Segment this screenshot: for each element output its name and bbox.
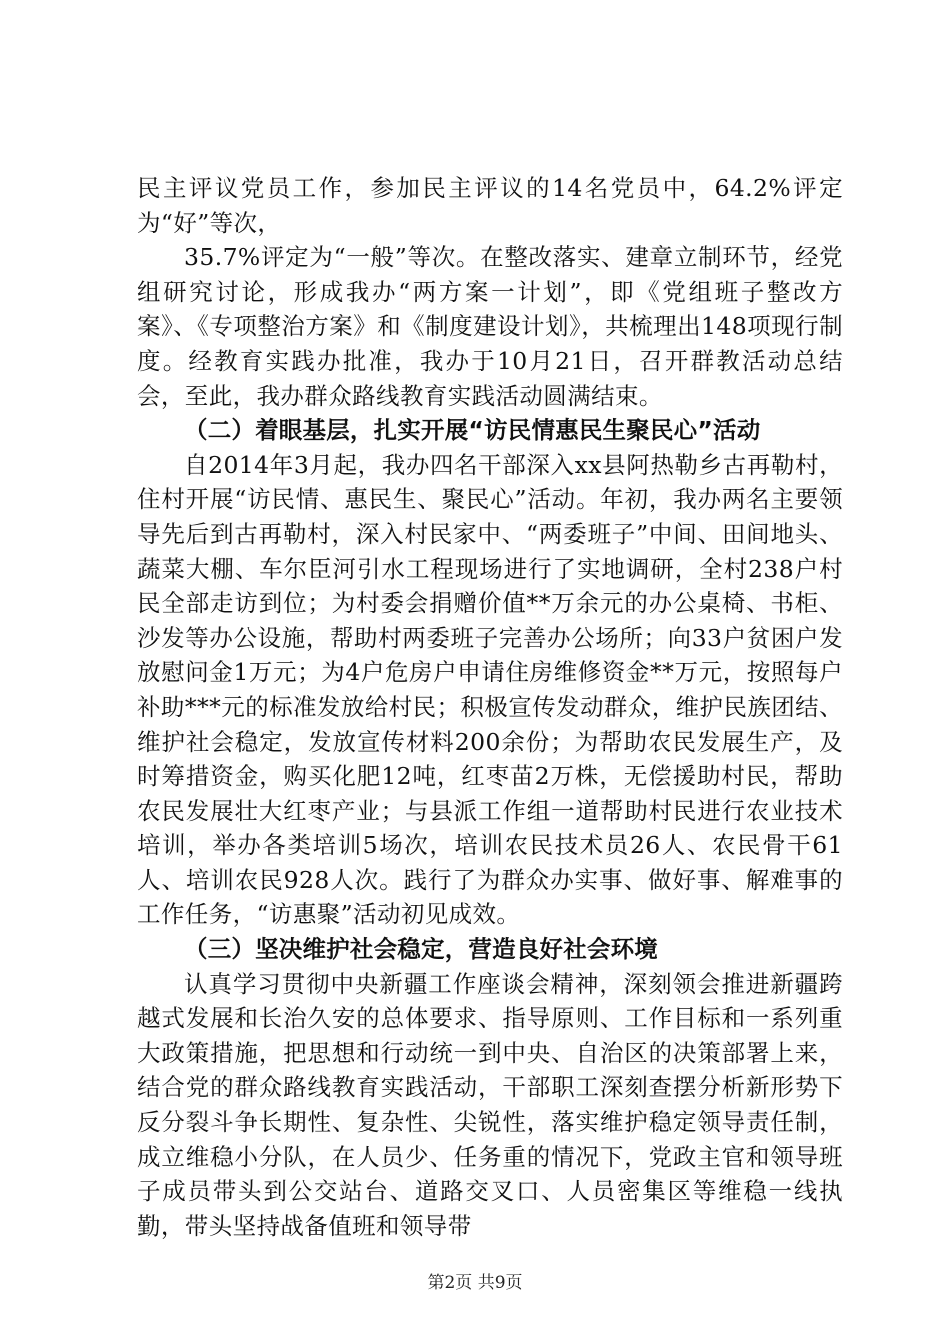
section-heading-2: （二）着眼基层，扎实开展“访民情惠民生聚民心”活动 [184,416,761,445]
section-heading-3: （三）坚决维护社会稳定，营造良好社会环境 [184,935,658,964]
paragraph-4: 认真学习贯彻中央新疆工作座谈会精神，深刻领会推进新疆跨越式发展和长治久安的总体要求、指导原则、工作目标和一系列重大政策措施，把思想和行动统一到中央、自治区的决策部署上来，结合党的群众路线教育实践活动，干部职工深刻查摆分析新形势下反分裂斗争长期性、复杂性、尖锐性，落实维护稳定领导责任制，成立维稳小分队，在人员少、任务重的情况下，党政主官和领导班子成员带头到公交站台、道路交叉口、人员密集区等维稳一线执勤，带头坚持战备值班和领导带 [137,969,843,1240]
document-body [137,171,843,1243]
paragraph-3: 自2014年3月起，我办四名干部深入xx县阿热勒乡古再勒村，住村开展“访民情、惠民生、聚民心”活动。年初，我办两名主要领导先后到古再勒村，深入村民家中、“两委班子”中间、田间地头、蔬菜大棚、车尔臣河引水工程现场进行了实地调研，全村238户村民全部走访到位；为村委会捐赠价值**万余元的办公桌椅、书柜、沙发等办公设施，帮助村两委班子完善办公场所；向33户贫困户发放慰问金1万元；为4户危房户申请住房维修资金**万元，按照每户补助***元的标准发放给村民；积极宣传发动群众，维护民族团结、维护社会稳定，发放宣传材料200余份；为帮助农民发展生产，及时筹措资金，购买化肥12吨，红枣苗2万株，无偿援助村民，帮助农民发展壮大红枣产业；与县派工作组一道帮助村民进行农业技术培训，举办各类培训5场次，培训农民技术员26人、农民骨干61人、培训农民928人次。践行了为群众办实事、做好事、解难事的工作任务，“访惠聚”活动初见成效。 [137,450,843,929]
paragraph-2: 35.7%评定为“一般”等次。在整改落实、建章立制环节，经党组研究讨论，形成我办“两方案一计划”，即《党组班子整改方案》、《专项整治方案》和《制度建设计划》，共梳理出148项现行制度。经教育实践办批准，我办于10月21日，召开群教活动总结会，至此，我办群众路线教育实践活动圆满结束。 [137,243,843,410]
paragraph-1: 民主评议党员工作，参加民主评议的14名党员中，64.2%评定为“好”等次， [137,174,843,237]
page-number-footer: 第2页 共9页 [427,1273,523,1293]
